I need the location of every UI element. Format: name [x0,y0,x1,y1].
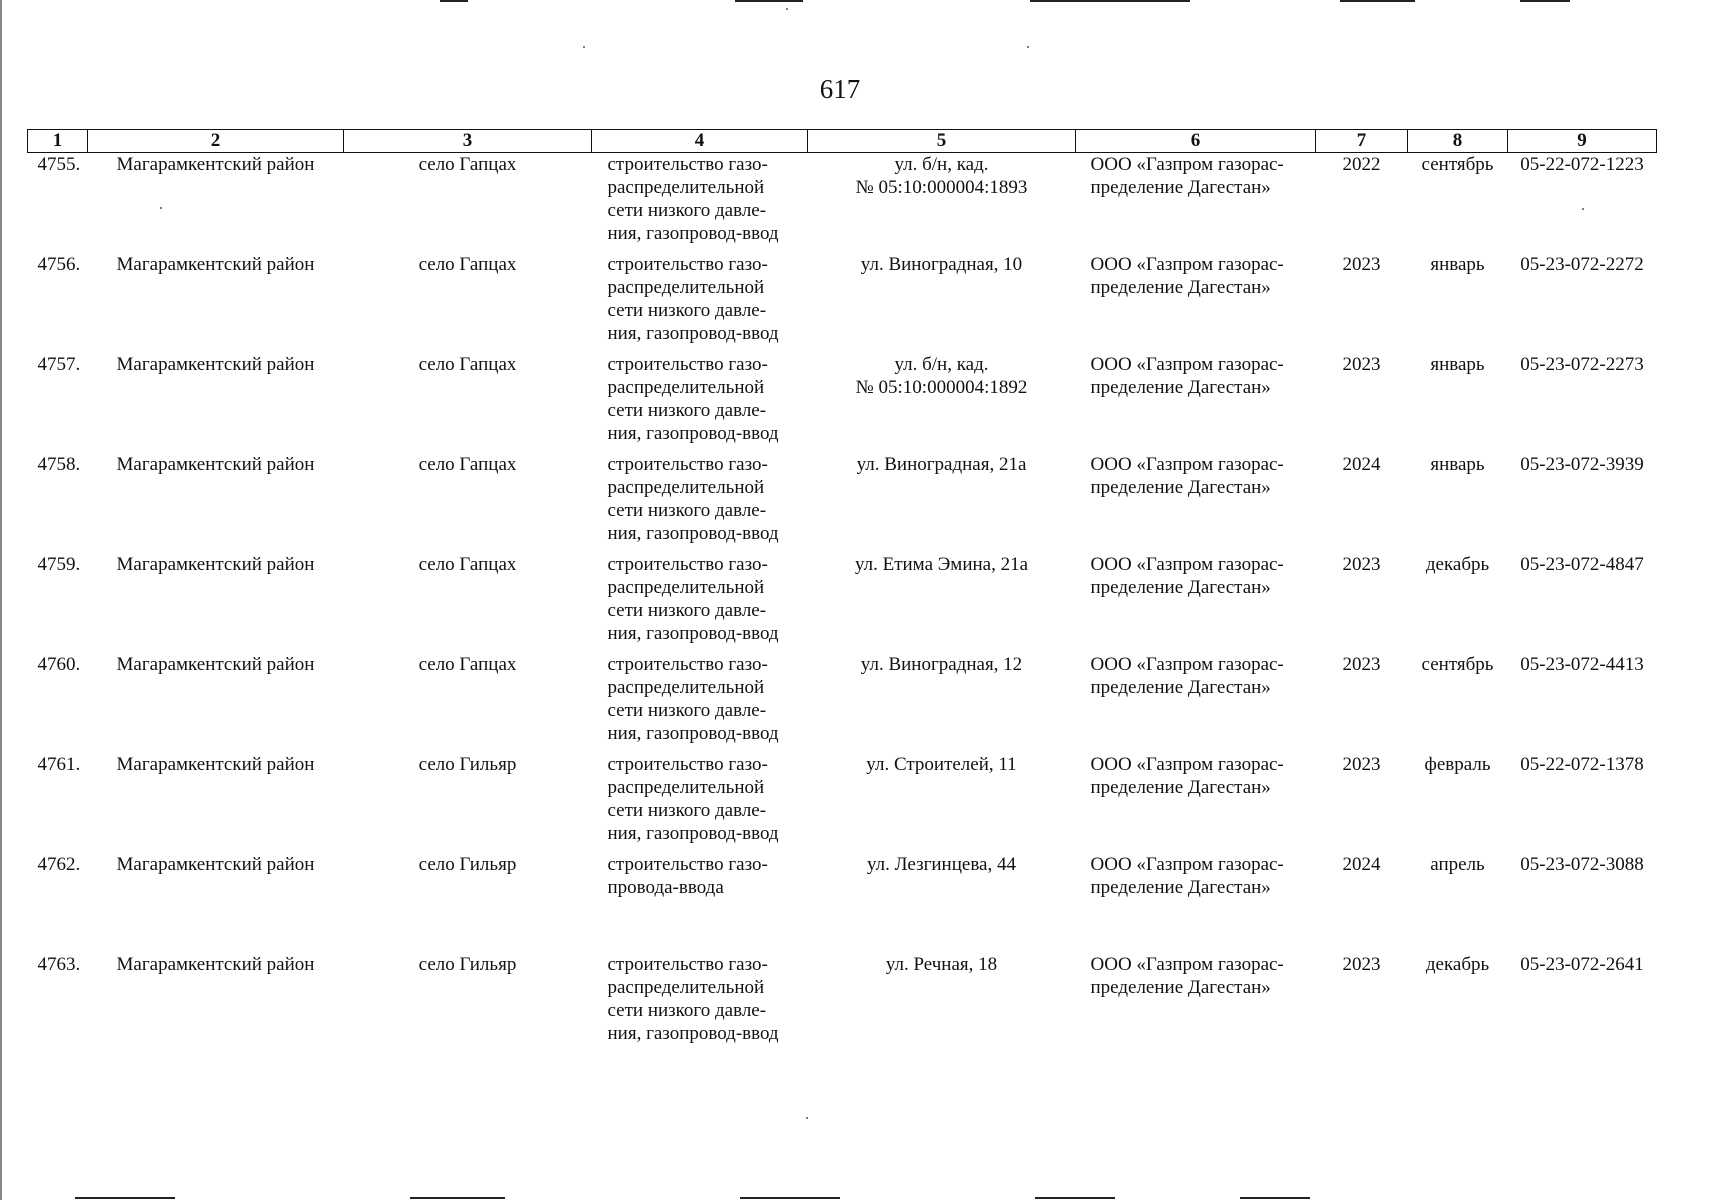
registry-table [27,129,1657,1053]
row-number: 4761. [37,754,81,775]
address-cell: ул. Лезгинцева, 44 [867,854,1016,875]
scan-line [410,1197,505,1199]
row-number: 4756. [37,254,81,275]
table-row [28,953,1657,1053]
address-cell: ул. Виноградная, 10 [860,254,1023,275]
organization-cell: ООО «Газпром газорас- пределение Дагестан» [1090,754,1284,798]
month-cell: февраль [1424,754,1491,775]
row-number: 4758. [37,454,81,475]
table-row [28,153,1657,254]
work-description-cell: строительство газо- распределительной сети низкого давле- ния, газопровод-ввод [607,754,779,844]
scan-speck [583,46,585,48]
month-cell: декабрь [1425,954,1490,975]
district-cell: Магарамкентский район [116,854,315,875]
work-description-cell: строительство газо- провода-ввода [607,854,768,898]
column-header: 4 [592,130,808,153]
page-number: 617 [819,74,861,104]
organization-cell: ООО «Газпром газорас- пределение Дагестан» [1090,854,1284,898]
district-cell: Магарамкентский район [116,254,315,275]
work-description-cell: строительство газо- распределительной сети низкого давле- ния, газопровод-ввод [607,954,779,1044]
code-cell: 05-22-072-1223 [1520,154,1644,175]
code-cell: 05-23-072-3088 [1520,854,1644,875]
table-row [28,753,1657,853]
address-cell: ул. б/н, кад. № 05:10:000004:1892 [855,354,1028,398]
district-cell: Магарамкентский район [116,954,315,975]
month-cell: январь [1430,454,1485,475]
year-cell: 2023 [1342,754,1381,775]
code-cell: 05-23-072-2272 [1520,254,1644,275]
scan-line [75,1197,175,1199]
month-cell: январь [1430,254,1485,275]
address-cell: ул. Етима Эмина, 21а [854,554,1029,575]
address-cell: ул. б/н, кад. № 05:10:000004:1893 [855,154,1028,198]
row-number: 4755. [37,154,81,175]
scan-line [1520,0,1570,2]
district-cell: Магарамкентский район [116,554,315,575]
settlement-cell: село Гильяр [418,854,517,875]
year-cell: 2023 [1342,254,1381,275]
table-row [28,353,1657,453]
column-header: 7 [1316,130,1408,153]
header-row [28,130,1657,153]
code-cell: 05-23-072-4413 [1520,654,1644,675]
column-header: 8 [1408,130,1508,153]
column-header: 5 [808,130,1076,153]
settlement-cell: село Гапцах [418,454,517,475]
organization-cell: ООО «Газпром газорас- пределение Дагестан» [1090,154,1284,198]
organization-cell: ООО «Газпром газорас- пределение Дагестан» [1090,454,1284,498]
settlement-cell: село Гапцах [418,154,517,175]
month-cell: декабрь [1425,554,1490,575]
settlement-cell: село Гильяр [418,954,517,975]
work-description-cell: строительство газо- распределительной сети низкого давле- ния, газопровод-ввод [607,254,779,344]
district-cell: Магарамкентский район [116,654,315,675]
district-cell: Магарамкентский район [116,154,315,175]
month-cell: апрель [1430,854,1485,875]
work-description-cell: строительство газо- распределительной сети низкого давле- ния, газопровод-ввод [607,554,779,644]
address-cell: ул. Виноградная, 12 [860,654,1023,675]
row-number: 4759. [37,554,81,575]
scan-line [735,0,803,2]
work-description-cell: строительство газо- распределительной сети низкого давле- ния, газопровод-ввод [607,154,779,244]
year-cell: 2023 [1342,654,1381,675]
month-cell: январь [1430,354,1485,375]
table-body [28,153,1657,1054]
scan-speck [806,1117,808,1119]
row-number: 4757. [37,354,81,375]
table-row [28,453,1657,553]
month-cell: сентябрь [1421,154,1494,175]
district-cell: Магарамкентский район [116,754,315,775]
year-cell: 2024 [1342,454,1381,475]
row-number: 4762. [37,854,81,875]
scan-line [1035,1197,1115,1199]
column-header: 6 [1076,130,1316,153]
month-cell: сентябрь [1421,654,1494,675]
organization-cell: ООО «Газпром газорас- пределение Дагестан» [1090,654,1284,698]
organization-cell: ООО «Газпром газорас- пределение Дагестан» [1090,254,1284,298]
scan-line [440,0,468,2]
column-header: 9 [1508,130,1657,153]
code-cell: 05-23-072-2273 [1520,354,1644,375]
scan-edge [0,0,2,1200]
address-cell: ул. Виноградная, 21а [856,454,1027,475]
settlement-cell: село Гапцах [418,354,517,375]
code-cell: 05-23-072-2641 [1520,954,1644,975]
settlement-cell: село Гапцах [418,554,517,575]
table-row [28,653,1657,753]
year-cell: 2023 [1342,954,1381,975]
row-number: 4763. [37,954,81,975]
work-description-cell: строительство газо- распределительной сети низкого давле- ния, газопровод-ввод [607,354,779,444]
settlement-cell: село Гапцах [418,654,517,675]
organization-cell: ООО «Газпром газорас- пределение Дагестан» [1090,954,1284,998]
row-number: 4760. [37,654,81,675]
year-cell: 2023 [1342,354,1381,375]
table-row [28,553,1657,653]
column-header: 2 [88,130,344,153]
scan-line [1240,1197,1310,1199]
year-cell: 2024 [1342,854,1381,875]
work-description-cell: строительство газо- распределительной сети низкого давле- ния, газопровод-ввод [607,454,779,544]
scan-line [1030,0,1190,2]
address-cell: ул. Речная, 18 [885,954,998,975]
settlement-cell: село Гапцах [418,254,517,275]
district-cell: Магарамкентский район [116,354,315,375]
year-cell: 2023 [1342,554,1381,575]
district-cell: Магарамкентский район [116,454,315,475]
scan-line [740,1197,840,1199]
column-header: 3 [344,130,592,153]
year-cell: 2022 [1342,154,1381,175]
organization-cell: ООО «Газпром газорас- пределение Дагестан» [1090,554,1284,598]
table-row [28,253,1657,353]
scan-line [1340,0,1415,2]
code-cell: 05-22-072-1378 [1520,754,1644,775]
settlement-cell: село Гильяр [418,754,517,775]
organization-cell: ООО «Газпром газорас- пределение Дагестан» [1090,354,1284,398]
address-cell: ул. Строителей, 11 [866,754,1017,775]
scan-speck [786,8,788,10]
code-cell: 05-23-072-3939 [1520,454,1644,475]
work-description-cell: строительство газо- распределительной сети низкого давле- ния, газопровод-ввод [607,654,779,744]
column-header: 1 [28,130,88,153]
code-cell: 05-23-072-4847 [1520,554,1644,575]
scan-speck [1027,46,1029,48]
table-row [28,853,1657,953]
